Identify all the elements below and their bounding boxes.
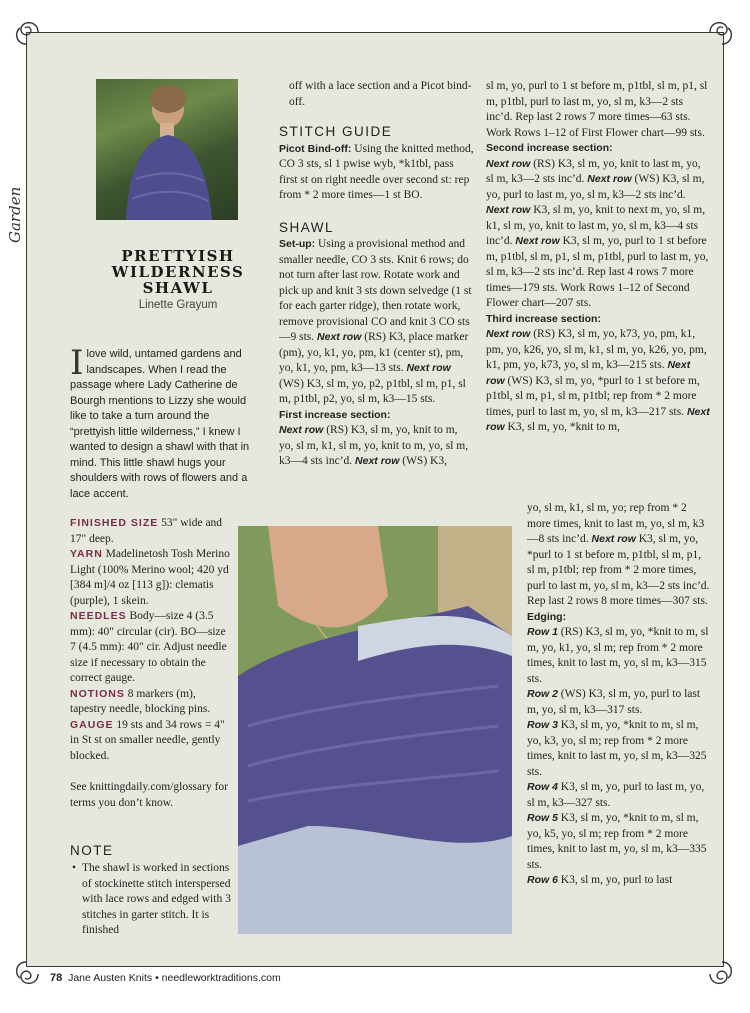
next-row-label: Next row: [317, 331, 362, 343]
pattern-title: [98, 248, 258, 296]
model-photo-top: [96, 79, 238, 220]
next-row-label: Next row: [279, 424, 324, 436]
footer-text: Jane Austen Knits • needleworktraditions.com: [68, 972, 281, 984]
body-text: (WS) K3, sl m, yo, *purl to 1 st before m, p1tbl, sl m, p1, sl m, p1tbl; rep from * 2 more times, purl to last m, yo, sl m, k3—217 sts.: [486, 374, 700, 418]
body-text: K3, sl m, yo, purl to 1 st before m, p1tbl, sl m, p1, sl m, p1tbl, purl to last m, yo, sl m, k3—2 sts inc’d. Rep last 4 rows 7 more times—179 sts. Work Rows 1–12 of Second Flower chart—207 sts.: [486, 235, 709, 309]
body-text: (RS) K3, place marker (pm), yo, k1, yo, pm, k1 (center st), pm, yo, k1, yo, pm, k3—13 sts.: [279, 331, 469, 374]
next-row-label: Next row: [486, 405, 710, 433]
next-row-label: Next row: [587, 173, 632, 185]
row-text: K3, sl m, yo, purl to last m, yo, sl m, k3—327 sts.: [527, 781, 705, 809]
continued-text: off with a lace section and a Picot bind-off.: [289, 80, 472, 108]
row-label: Row 2: [527, 688, 558, 700]
body-text: (WS) K3,: [399, 455, 447, 467]
body-text: yo, sl m, k1, sl m, yo; rep from * 2 more times, knit to last m, yo, sl m, k3—8 sts inc’d.: [527, 502, 705, 545]
subheading: Picot Bind-off:: [279, 142, 352, 155]
next-row-label: Next row: [515, 235, 560, 247]
column-two: [279, 79, 474, 470]
note-body: The shawl is worked in sections of stockinette stitch interspersed with lace rows and edged with 3 stitches in garter stitch. It is finished: [82, 862, 231, 936]
section-tag: Garden: [6, 186, 24, 244]
next-row-label: Next row: [486, 157, 531, 170]
body-text: Using a provisional method and smaller needle, CO 3 sts. Knit 6 rows; do not turn after last row. Rotate work and pick up and knit 3 sts down selvedge (1 st for each garter ridge), then rotate work, remove provisional CO and knit 3 CO sts—9 sts.: [279, 238, 472, 343]
row-text: K3, sl m, yo, purl to last: [557, 874, 673, 886]
spec-value: Madelinetosh Tosh Merino Light (100% Merino wool; 420 yd [384 m]/4 oz [113 g]): clematis (purple), 1 skein.: [70, 548, 230, 607]
subheading: Second increase section:: [486, 142, 613, 154]
body-text: (RS) K3, sl m, yo, k73, yo, pm, k1, pm, yo, k26, yo, sl m, k1, sl m, yo, k26, yo, pm, k1, pm, yo, k73, yo, sl m, k3—215 sts.: [486, 328, 707, 371]
edging-row: [527, 780, 710, 811]
spec-label: FINISHED SIZE: [70, 517, 159, 529]
intro-text: love wild, untamed gardens and landscapes. When I read the passage where Lady Catherine de Bourgh mentions to Lizzy she would like to take a turn around the “prettyish little wilderness,” I knew I wanted to design a shawl with that in mind. This little shawl hugs your shoulders with rows of flowers and a lace accent.: [70, 348, 250, 500]
stitch-guide-heading: STITCH GUIDE: [279, 124, 393, 139]
spec-label: YARN: [70, 548, 103, 560]
edging-row: [527, 687, 710, 718]
note-text: [72, 861, 234, 939]
corner-flourish-icon: [8, 952, 48, 992]
glossary-link[interactable]: See knittingdaily.com/glossary for terms you don’t know.: [70, 781, 228, 809]
edging-row: [527, 873, 710, 889]
page-footer: [50, 972, 281, 984]
column-three-top: [486, 79, 710, 436]
title-line: PRETTYISH: [121, 247, 235, 265]
row-label: Row 3: [527, 719, 558, 731]
note-heading: NOTE: [70, 843, 114, 858]
corner-flourish-icon: [700, 952, 740, 992]
title-line: SHAWL: [142, 279, 214, 297]
subheading: Edging:: [527, 610, 567, 623]
body-text: K3, sl m, yo, *knit to m,: [504, 421, 620, 433]
corner-flourish-icon: [8, 14, 48, 54]
next-row-label: Next row: [486, 204, 531, 216]
spec-label: GAUGE: [70, 718, 114, 731]
body-text: K3, sl m, yo, *purl to 1 st before m, p1tbl, sl m, p1, sl m, p1tbl; rep from * 2 more times, purl to last m, yo, sl m, k3—2 sts inc’d. Rep last 2 rows 8 more times—307 sts.: [527, 533, 710, 607]
row-label: Row 5: [527, 812, 558, 824]
edging-row: [527, 625, 710, 687]
spec-value: 8 markers (m), tapestry needle, blocking pins.: [70, 687, 211, 715]
subheading: Third increase section:: [486, 312, 601, 325]
body-text: (WS) K3, sl m, yo, purl to last m, yo, sl m, k3—2 sts inc’d.: [486, 173, 705, 201]
author-name: Linette Grayum: [138, 299, 218, 311]
spec-label: NEEDLES: [70, 610, 127, 622]
spec-value: 53" wide and 17" deep.: [70, 517, 223, 545]
subheading: First increase section:: [279, 408, 391, 421]
corner-flourish-icon: [700, 14, 740, 54]
model-photo-main: [238, 526, 512, 934]
body-text: (WS) K3, sl m, yo, p2, p1tbl, sl m, p1, sl m, p1tbl, p2, yo, sl m, k3—15 sts.: [279, 377, 466, 405]
next-row-label: Next row: [486, 328, 531, 340]
row-text: (WS) K3, sl m, yo, purl to last m, yo, sl m, k3—317 sts.: [527, 688, 701, 716]
next-row-label: Next row: [486, 359, 691, 387]
row-label: Row 4: [527, 781, 558, 793]
edging-row: [527, 718, 710, 780]
row-text: (RS) K3, sl m, yo, *knit to m, sl m, yo, k1, yo, sl m; rep from * 2 more times, knit to last m, yo, sl m, k3—315 sts.: [527, 626, 709, 685]
column-three-bottom: [527, 501, 710, 889]
shawl-heading: SHAWL: [279, 219, 335, 235]
bullet-icon: •: [72, 862, 77, 874]
next-row-label: Next row: [355, 455, 400, 467]
row-text: K3, sl m, yo, *knit to m, sl m, yo, k3, yo, sl m; rep from * 2 more times, knit to last m, yo, sl m, k3—325 sts.: [527, 719, 707, 778]
row-label: Row 6: [527, 874, 558, 886]
edging-row: [527, 811, 710, 873]
body-text: sl m, yo, purl to 1 st before m, p1tbl, sl m, p1, sl m, p1tbl, purl to last m, yo, sl m, k3—2 sts inc’d. Rep last 2 rows 7 more times—63 sts. Work Rows 1–12 of First Flower chart—99 sts.: [486, 80, 708, 139]
spec-value: 19 sts and 34 rows = 4" in St st on smaller needle, gently blocked.: [70, 718, 225, 762]
row-text: K3, sl m, yo, *knit to m, sl m, yo, k5, yo, sl m; rep from * 2 more times, knit to last m, yo, sl m, k3—335 sts.: [527, 812, 707, 871]
spec-value: Body—size 4 (3.5 mm): 40" circular (cir). BO—size 7 (4.5 mm): 40" cir. Adjust needle size if necessary to obtain the correct gauge.: [70, 610, 227, 684]
spec-label: NOTIONS: [70, 687, 125, 700]
page-number: 78: [50, 972, 63, 984]
body-text: (RS) K3, sl m, yo, knit to m, yo, sl m, k1, sl m, yo, knit to m, yo, sl m, k3—4 sts inc’d.: [279, 424, 469, 467]
next-row-label: Next row: [406, 362, 451, 374]
title-line: WILDERNESS: [111, 263, 245, 281]
drop-cap: I: [70, 343, 84, 383]
row-label: Row 1: [527, 626, 558, 638]
body-text: K3, sl m, yo, knit to next m, yo, sl m, k1, sl m, yo, knit to last m, yo, sl m, k3—4 sts inc’d.: [486, 204, 706, 247]
body-text: Using the knitted method, CO 3 sts, sl 1 pwise wyb, *k1tbl, pass first st on right needle over second st: rep from * 2 more times—1 st BO.: [279, 142, 474, 201]
specs-block: [70, 516, 230, 811]
body-text: (RS) K3, sl m, yo, knit to last m, yo, sl m, k3—2 sts inc’d.: [486, 157, 701, 185]
subheading: Set-up:: [279, 238, 316, 250]
next-row-label: Next row: [591, 533, 636, 545]
intro-paragraph: [70, 343, 255, 502]
